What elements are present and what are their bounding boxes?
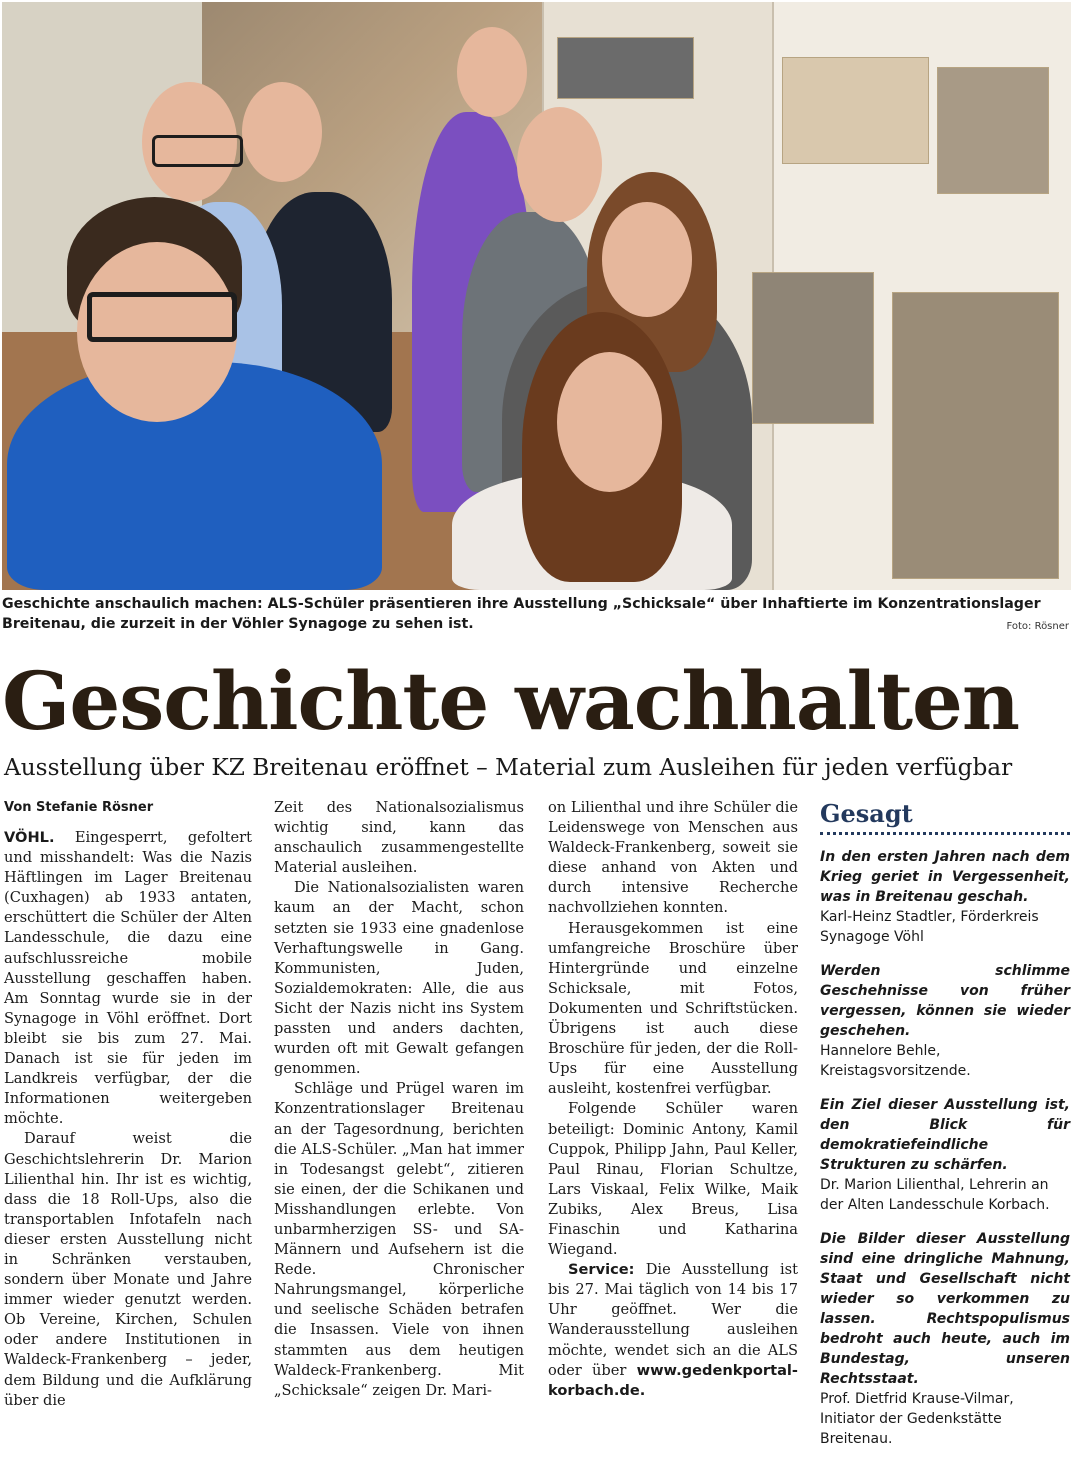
article-paragraph: on Lilienthal und ihre Schüler die Leidenswege von Menschen aus Waldeck-Frankenberg, soweit sie diese anhand von Akten und durch intensive Recherche nachvollziehen konnten. [548,799,798,917]
sidebar-title: Gesagt [820,799,913,828]
article-column-3 [548,798,798,1401]
glasses [87,292,237,342]
quote-text: Werden schlimme Geschehnisse von früher vergessen, können sie wieder geschehen. [820,963,1070,1039]
article-column-1 [4,828,252,1411]
panel-photo [752,272,874,424]
sidebar-divider [820,832,1070,835]
quote-item [820,961,1070,1081]
panel-document [782,57,929,164]
service-paragraph [548,1260,798,1401]
article-column-2 [274,798,524,1401]
quote-text: In den ersten Jahren nach dem Krieg geriet in Vergessenheit, was in Breitenau geschah. [820,849,1070,905]
quote-author: Dr. Marion Lilienthal, Lehrerin an der Alten Landesschule Korbach. [820,1177,1050,1213]
headline: Geschichte wachhalten [2,654,1020,748]
service-text: Die Ausstellung ist bis 27. Mai täglich von 14 bis 17 Uhr geöffnet. Wer die Wanderausstellung ausleihen möchte, wendet sich an die ALS oder über [548,1261,798,1379]
panel-photo [557,37,694,99]
person-head [602,202,692,317]
service-label: Service: [568,1261,635,1279]
article-paragraph: Darauf weist die Geschichtslehrerin Dr. Marion Lilienthal hin. Ihr ist es wichtig, dass die 18 Roll-Ups, also die transportablen Infotafeln nach dieser ersten Ausstellung nicht in Schränken verstauben, sondern über Monate und Jahre immer wieder genutzt werden. Ob Vereine, Kirchen, Schulen oder andere Institutionen in Waldeck-Frankenberg – jeder, dem Bildung und die Aufklärung über die [4,1130,252,1409]
photo-caption: Geschichte anschaulich machen: ALS-Schüler präsentieren ihre Ausstellung „Schicksale“ über Inhaftierte im Konzentrationslager Breitenau, die zurzeit in der Vöhler Synagoge zu sehen ist. [2,596,1041,632]
quote-text: Die Bilder dieser Ausstellung sind eine dringliche Mahnung, Staat und Gesellschaft nicht wieder so verkommen zu lassen. Rechtspopulismus bedroht auch heute, auch im Bundestag, unseren Rechtsstaat. [820,1231,1070,1387]
article-paragraph: Folgende Schüler waren beteiligt: Dominic Antony, Kamil Cuppok, Philipp Jahn, Paul Keller, Paul Rinau, Florian Schultze, Lars Viskaal, Felix Wilke, Maik Zubiks, Alex Breus, Lisa Finaschin und Katharina Wiegand. [548,1100,798,1259]
person-head [557,352,662,492]
quote-item [820,1229,1070,1449]
quote-author: Prof. Dietfrid Krause-Vilmar, Initiator der Gedenkstätte Breitenau. [820,1391,1014,1447]
quote-author: Hannelore Behle, Kreistagsvorsitzende. [820,1043,971,1079]
subheadline: Ausstellung über KZ Breitenau eröffnet – Material zum Ausleihen für jeden verfügbar [4,754,1013,781]
article-paragraph: Die Nationalsozialisten waren kaum an der Macht, schon setzten sie 1933 eine gnadenlose Verhaftungswelle in Gang. Kommunisten, Juden, Sozialdemokraten: Alle, die aus Sicht der Nazis nicht ins System passten und anders dachten, wurden oft mit Gewalt gefangen genommen. [274,879,524,1078]
quote-item [820,1095,1070,1215]
glasses [152,135,243,167]
person-head [517,107,602,222]
service-link[interactable]: www.gedenkportal-korbach.de. [548,1361,798,1399]
article-paragraph: Herausgekommen ist eine umfangreiche Broschüre über Hintergründe und einzelne Schicksale, mit Fotos, Dokumenten und Schriftstücken. Übrigens ist auch diese Broschüre für jeden, der die Roll-Ups für eine Ausstellung ausleiht, kostenfrei verfügbar. [548,919,798,1098]
article-paragraph: Schläge und Prügel waren im Konzentrationslager Breitenau an der Tagesordnung, berichten die ALS-Schüler. „Man hat immer in Todesangst gelebt“, zitieren sie einen, der die Schikanen und Misshandlungen erlebte. Von unbarmherzigen SS- und SA-Männern und Aufsehern ist die Rede. Chronischer Nahrungsmangel, körperliche und seelische Schäden betrafen die Insassen. Viele von ihnen stammten aus dem heutigen Waldeck-Frankenberg. Mit „Schicksale“ zeigen Dr. Mari- [274,1080,524,1399]
photo-credit: Foto: Rösner [1006,621,1069,632]
article-paragraph [4,828,252,1129]
panel-portrait [892,292,1059,579]
article-paragraph: Zeit des Nationalsozialismus wichtig sind, kann das anschaulich zusammengestellte Material ausleihen. [274,799,524,877]
dateline: VÖHL. [4,829,55,846]
person-head [457,27,527,117]
paragraph-text: Eingesperrt, gefoltert und misshandelt: Was die Nazis Häftlingen im Lager Breitenau (Cuxhagen) ab 1933 antaten, erschüttert die Schüler der Alten Landesschule, die dazu eine aufschlussreiche mobile Ausstellung geschaffen haben. Am Sonntag wurde sie in der Synagoge in Vöhl eröffnet. Dort bleibt sie bis zum 27. Mai. Danach ist sie für jeden im Landkreis verfügbar, der die Informationen weitergeben möchte. [4,829,252,1128]
byline: Von Stefanie Rösner [4,800,154,815]
quote-author: Karl-Heinz Stadtler, Förderkreis Synagoge Vöhl [820,909,1039,945]
person-head [242,82,322,182]
quotes-sidebar [820,798,1070,1463]
quote-text: Ein Ziel dieser Ausstellung ist, den Blick für demokratiefeindliche Strukturen zu schärfen. [820,1097,1070,1173]
panel-portrait [937,67,1049,194]
article-photo [2,2,1071,590]
quote-item [820,847,1070,947]
